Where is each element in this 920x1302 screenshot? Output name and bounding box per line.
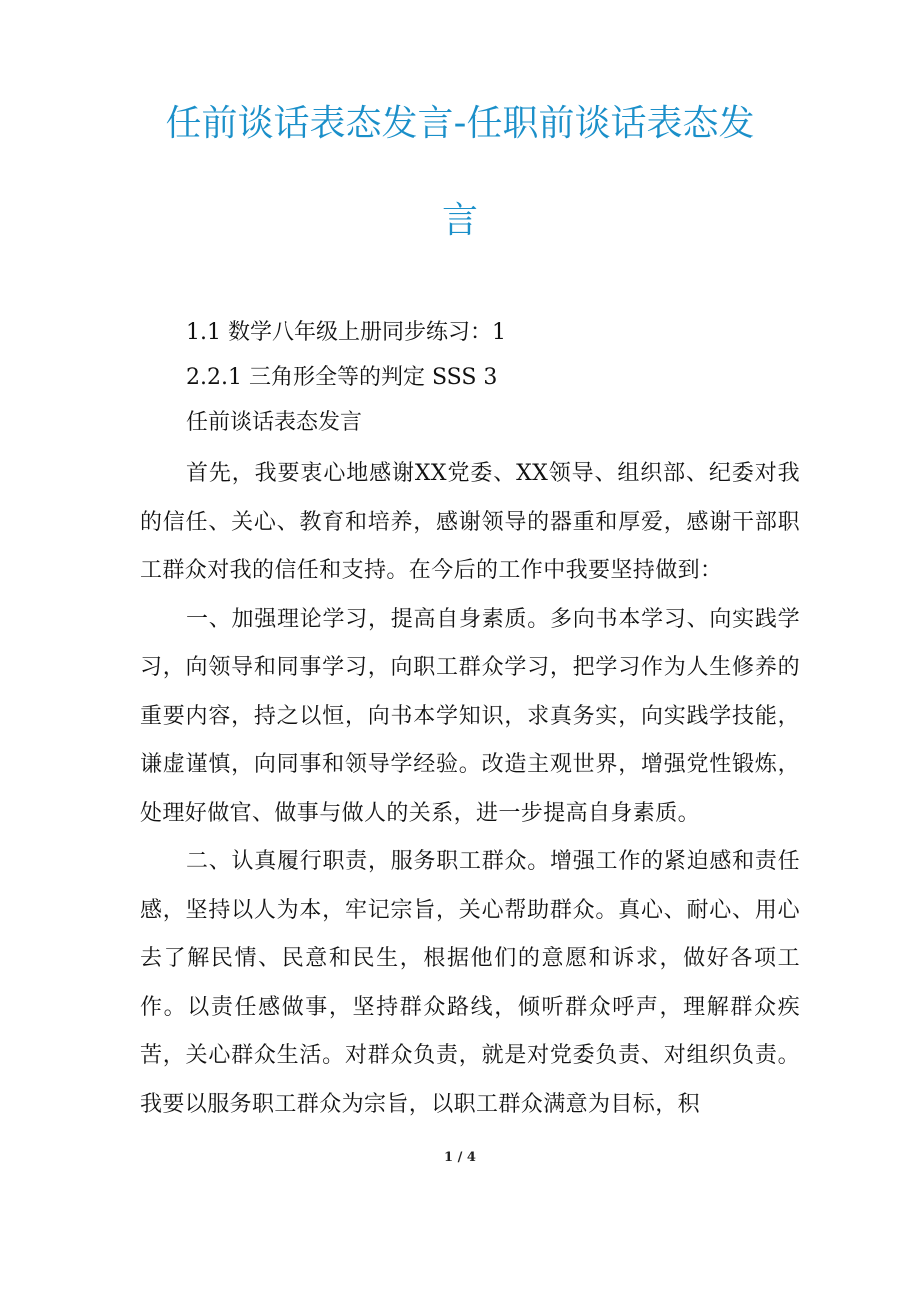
toc-entry[interactable]: 任前谈话表态发言: [186, 410, 363, 435]
document-title-line-2: 言: [441, 200, 478, 241]
paragraph: 二、认真履行职责，服务职工群众。增强工作的紧迫感和责任感，坚持以人为本，牢记宗旨，关心帮助群众。真心、耐心、用心去了解民情、民意和民生，根据他们的意愿和诉求，做好各项工作。以责任感做事，坚持群众路线，倾听群众呼声，理解群众疾苦，关心群众生活。对群众负责，就是对党委负责、对组织负责。我要以服务职工群众为宗旨，以职工群众满意为目标，积: [140, 849, 800, 1117]
paragraph: 首先，我要衷心地感谢XX党委、XX领导、组织部、纪委对我的信任、关心、教育和培养，感谢领导的器重和厚爱，感谢干部职工群众对我的信任和支持。在今后的工作中我要坚持做到：: [140, 461, 800, 583]
toc-entry[interactable]: 1.1 数学八年级上册同步练习：1: [186, 320, 506, 345]
document-title-line-1: 任前谈话表态发言-任职前谈话表态发: [165, 103, 755, 144]
paragraph: 一、加强理论学习，提高自身素质。多向书本学习、向实践学习，向领导和同事学习，向职工群众学习，把学习作为人生修养的重要内容，持之以恒，向书本学知识，求真务实，向实践学技能，谦虚谨慎，向同事和领导学经验。改造主观世界，增强党性锻炼，处理好做官、做事与做人的关系，进一步提高自身素质。: [140, 606, 800, 826]
toc-entry[interactable]: 2.2.1 三角形全等的判定 SSS 3: [186, 365, 498, 390]
page-number: 1 / 4: [444, 1150, 476, 1165]
document-body: [140, 310, 800, 1129]
